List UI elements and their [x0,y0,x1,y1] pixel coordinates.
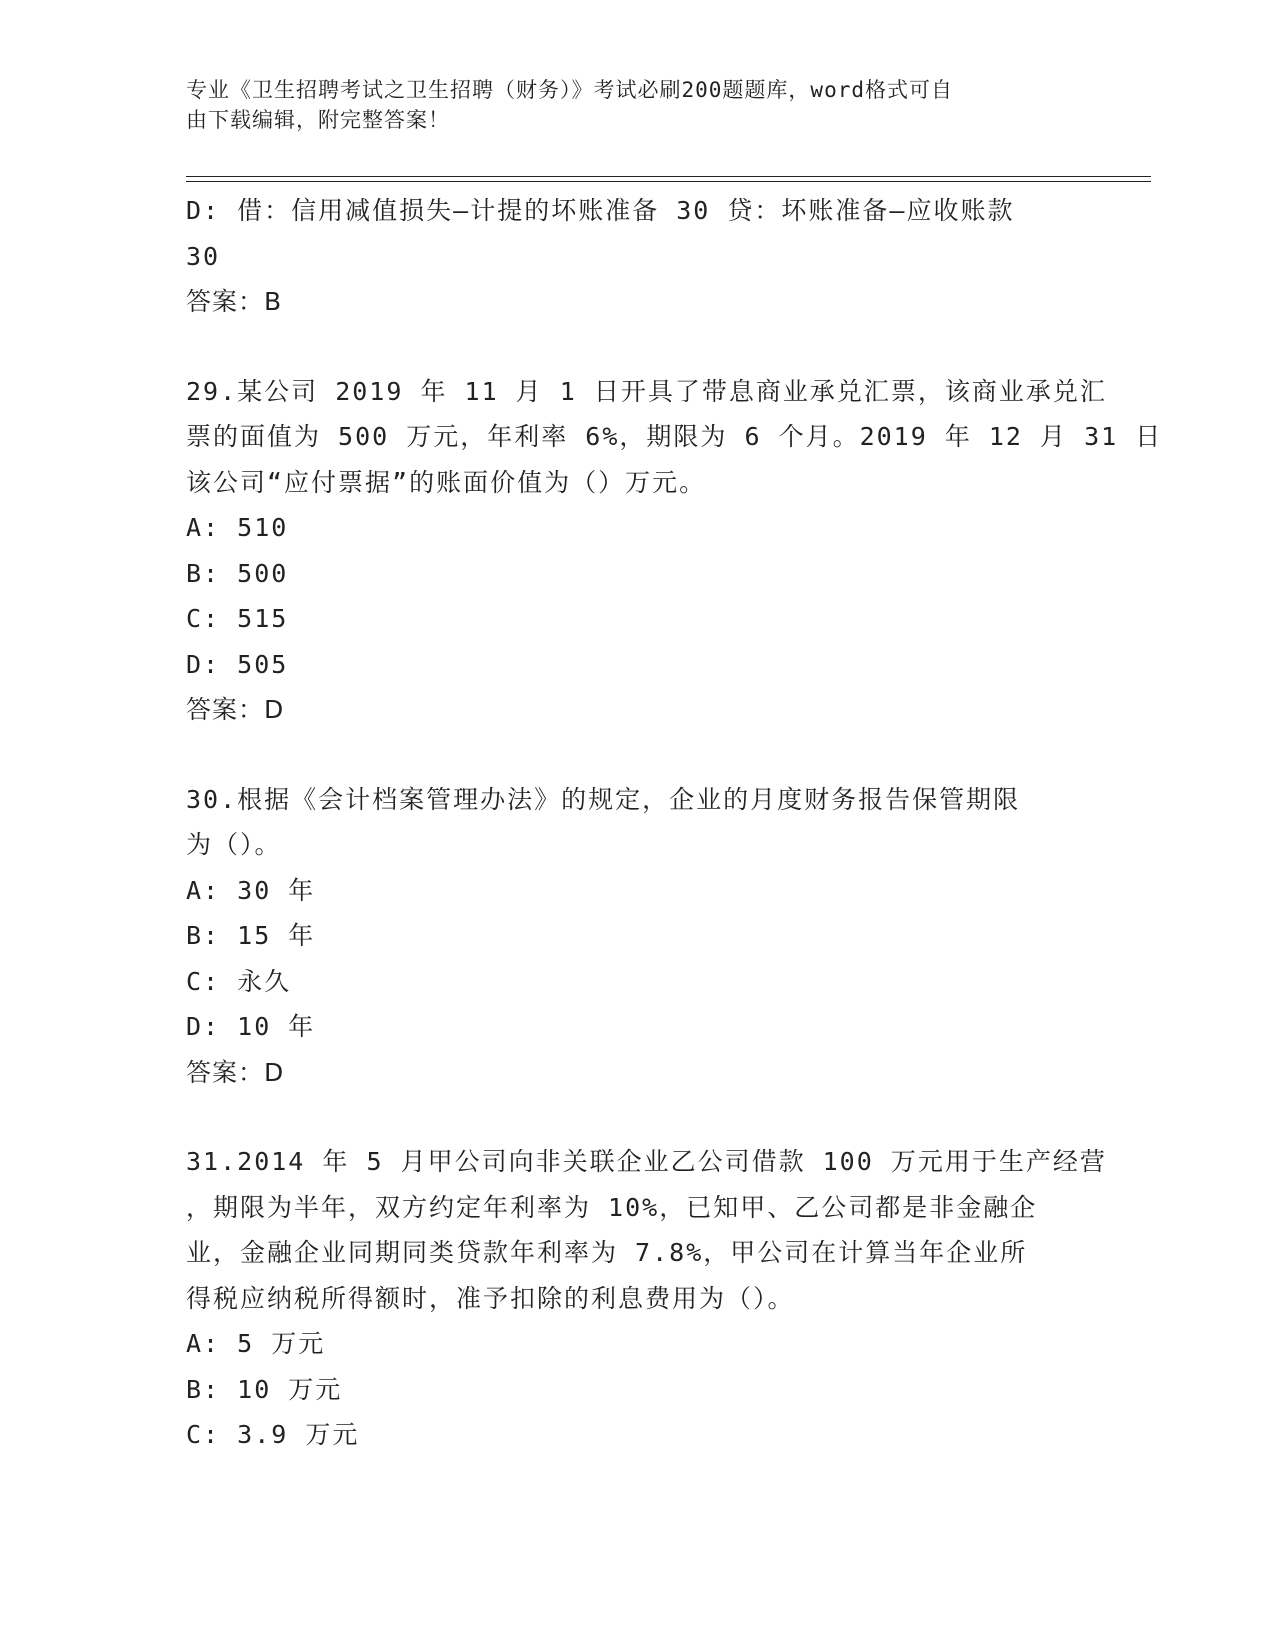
header-rule-top [186,176,1151,177]
question-29 [186,369,1163,733]
option-b: B: 10 万元 [186,1374,343,1404]
option-a: A: 510 [186,513,289,542]
option-d: D: 505 [186,649,289,679]
option-a: A: 5 万元 [186,1329,326,1358]
option-d: D: 借：信用减值损失—计提的坏账准备 30 贷：坏账准备—应收账款 [186,196,1015,225]
option-d-continued: 30 [186,241,221,271]
option-b: B: 15 年 [186,921,316,950]
question-stem: 得税应纳税所得额时，准予扣除的利息费用为（）。 [186,1283,795,1313]
question-stem: ，期限为半年，双方约定年利率为 10%，已知甲、乙公司都是非金融企 [186,1192,1038,1222]
option-c: C: 永久 [186,966,292,996]
answer: 答案：D [186,695,285,724]
option-a: A: 30 年 [186,875,316,905]
document-header [186,75,1066,135]
question-stem: 31.2014 年 5 月甲公司向非关联企业乙公司借款 100 万元用于生产经营 [186,1147,1107,1176]
answer: 答案：D [186,1057,285,1087]
question-stem: 为（）。 [186,830,282,859]
question-stem: 票的面值为 500 万元，年利率 6%，期限为 6 个月。2019 年 12 月 31 日 [186,422,1163,451]
answer: 答案：B [186,287,283,316]
question-stem: 29.某公司 2019 年 11 月 1 日开具了带息商业承兑汇票，该商业承兑汇 [186,376,1107,406]
option-c: C: 3.9 万元 [186,1420,360,1449]
previous-question [186,188,1086,325]
option-b: B: 500 [186,558,289,588]
option-c: C: 515 [186,604,289,633]
header-line-1: 专业《卫生招聘考试之卫生招聘（财务）》考试必刷200题题库，word格式可自 [186,78,953,102]
question-30 [186,777,1086,1096]
document-body [186,188,1163,1458]
question-31 [186,1139,1107,1458]
option-d: D: 10 年 [186,1012,316,1041]
question-stem: 30.根据《会计档案管理办法》的规定，企业的月度财务报告保管期限 [186,784,1021,814]
question-stem: 业，金融企业同期同类贷款年利率为 7.8%，甲公司在计算当年企业所 [186,1238,1028,1267]
header-line-2: 由下载编辑，附完整答案！ [186,108,450,132]
question-stem: 该公司“应付票据”的账面价值为（）万元。 [186,467,707,497]
header-rule-bottom [186,181,1151,182]
